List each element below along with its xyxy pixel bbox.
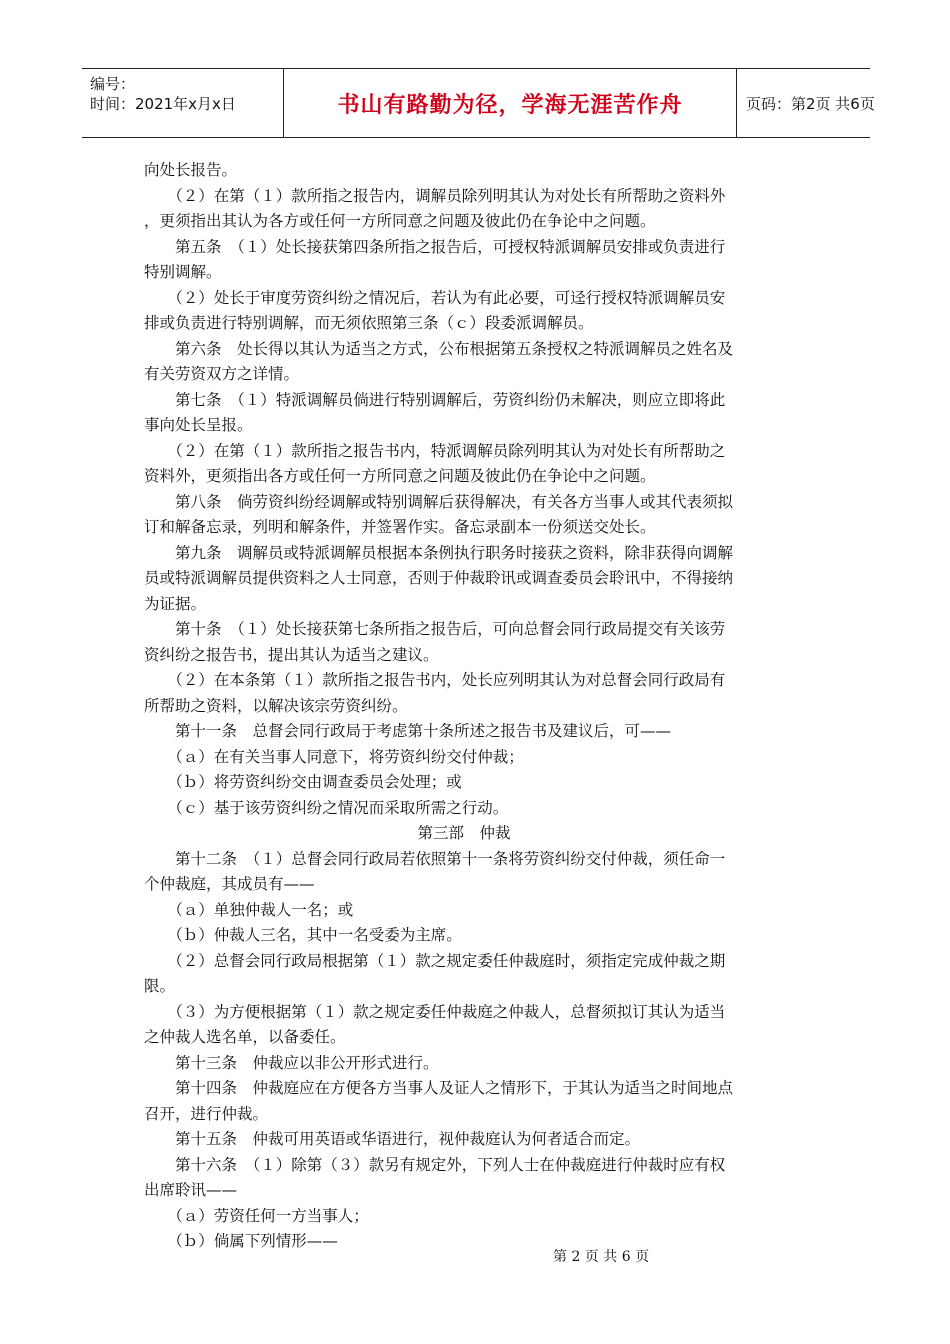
text-line: 事向处长呈报。 <box>144 416 253 434</box>
text-line: （２）在本条第（１）款所指之报告书内，处长应列明其认为对总督会同行政局有 <box>144 671 726 689</box>
text-line: 第十六条 （１）除第（３）款另有规定外，下列人士在仲裁庭进行仲裁时应有权 <box>144 1155 726 1174</box>
text-line: 第八条 倘劳资纠纷经调解或特别调解后获得解决，有关各方当事人或其代表须拟 <box>144 492 734 511</box>
number-label: 编号： <box>90 75 136 93</box>
text-line: （２）在第（１）款所指之报告书内，特派调解员除列明其认为对处长有所帮助之 <box>144 441 726 460</box>
text-line: （ａ）在有关当事人同意下，将劳资纠纷交付仲裁； <box>144 747 524 766</box>
text-line: （２）在第（１）款所指之报告内，调解员除列明其认为对处长有所帮助之资料外 <box>144 186 726 205</box>
header-page-cell <box>736 69 875 137</box>
document-body <box>144 158 784 1255</box>
text-line: 出席聆讯—— <box>144 1181 238 1199</box>
text-line: 之仲裁人选名单，以备委任。 <box>144 1028 346 1046</box>
text-line: 第九条 调解员或特派调解员根据本条例执行职务时接获之资料，除非获得向调解 <box>144 543 734 562</box>
text-line: 个仲裁庭，其成员有—— <box>144 875 315 893</box>
text-line: 召开，进行仲裁。 <box>144 1104 269 1123</box>
text-line: 限。 <box>144 977 176 995</box>
text-line: （ｃ）基于该劳资纠纷之情况而采取所需之行动。 <box>144 798 509 817</box>
date-label: 时间：2021年x月x日 <box>90 95 236 113</box>
text-line: 第六条 处长得以其认为适当之方式，公布根据第五条授权之特派调解员之姓名及 <box>144 339 734 358</box>
page-label: 页码：第2页 共6页 <box>746 94 875 113</box>
text-line: （ａ）单独仲裁人一名；或 <box>144 900 354 919</box>
text-line: 为证据。 <box>144 594 207 613</box>
text-line: 第五条 （１）处长接获第四条所指之报告后，可授权特派调解员安排或负责进行 <box>144 237 726 256</box>
text-line: （ｂ）倘属下列情形—— <box>144 1232 338 1250</box>
text-line: 员或特派调解员提供资料之人士同意，否则于仲裁聆讯或调查委员会聆讯中，不得接纳 <box>144 569 734 587</box>
text-line: 订和解备忘录，列明和解条件，并签署作实。备忘录副本一份须送交处长。 <box>144 518 656 536</box>
text-line: ，更须指出其认为各方或任何一方所同意之问题及彼此仍在争论中之问题。 <box>144 212 656 230</box>
text-line: 特别调解。 <box>144 263 222 281</box>
text-line: 第三部 仲裁 <box>417 824 511 842</box>
text-line: （３）为方便根据第（１）款之规定委任仲裁庭之仲裁人，总督须拟订其认为适当 <box>144 1002 726 1021</box>
text-line: 资料外，更须指出各方或任何一方所同意之问题及彼此仍在争论中之问题。 <box>144 467 656 485</box>
text-line: 第十条 （１）处长接获第七条所指之报告后，可向总督会同行政局提交有关该劳 <box>144 620 726 638</box>
motto: 书山有路勤为径，学海无涯苦作舟 <box>337 92 683 118</box>
text-line: 第十四条 仲裁庭应在方便各方当事人及证人之情形下，于其认为适当之时间地点 <box>144 1079 734 1097</box>
text-line: 第十一条 总督会同行政局于考虑第十条所述之报告书及建议后，可—— <box>144 722 672 740</box>
text-line: 第七条 （１）特派调解员倘进行特别调解后，劳资纠纷仍未解决，则应立即将此 <box>144 390 726 409</box>
text-line: 资纠纷之报告书，提出其认为适当之建议。 <box>144 645 439 664</box>
page-header <box>82 68 875 138</box>
header-meta <box>82 69 282 137</box>
text-line: （ｂ）仲裁人三名，其中一名受委为主席。 <box>144 926 462 944</box>
text-line: （２）总督会同行政局根据第（１）款之规定委任仲裁庭时，须指定完成仲裁之期 <box>144 951 726 970</box>
text-line: （ａ）劳资任何一方当事人； <box>144 1206 369 1225</box>
text-line: 第十二条 （１）总督会同行政局若依照第十一条将劳资纠纷交付仲裁，须任命一 <box>144 849 726 868</box>
text-line: 第十三条 仲裁应以非公开形式进行。 <box>144 1053 439 1072</box>
header-motto-cell <box>283 69 737 137</box>
text-line: 排或负责进行特别调解，而无须依照第三条（ｃ）段委派调解员。 <box>144 314 594 332</box>
text-line: （ｂ）将劳资纠纷交由调查委员会处理；或 <box>144 773 462 791</box>
text-line: 向处长报告。 <box>144 161 238 179</box>
text-line: 所帮助之资料，以解决该宗劳资纠纷。 <box>144 696 408 715</box>
text-line: 第十五条 仲裁可用英语或华语进行，视仲裁庭认为何者适合而定。 <box>144 1130 641 1148</box>
text-line: （２）处长于审度劳资纠纷之情况后，若认为有此必要，可迳行授权特派调解员安 <box>144 288 726 307</box>
text-line: 有关劳资双方之详情。 <box>144 365 300 383</box>
footer-page-number: 第 2 页 共 6 页 <box>553 1249 650 1265</box>
